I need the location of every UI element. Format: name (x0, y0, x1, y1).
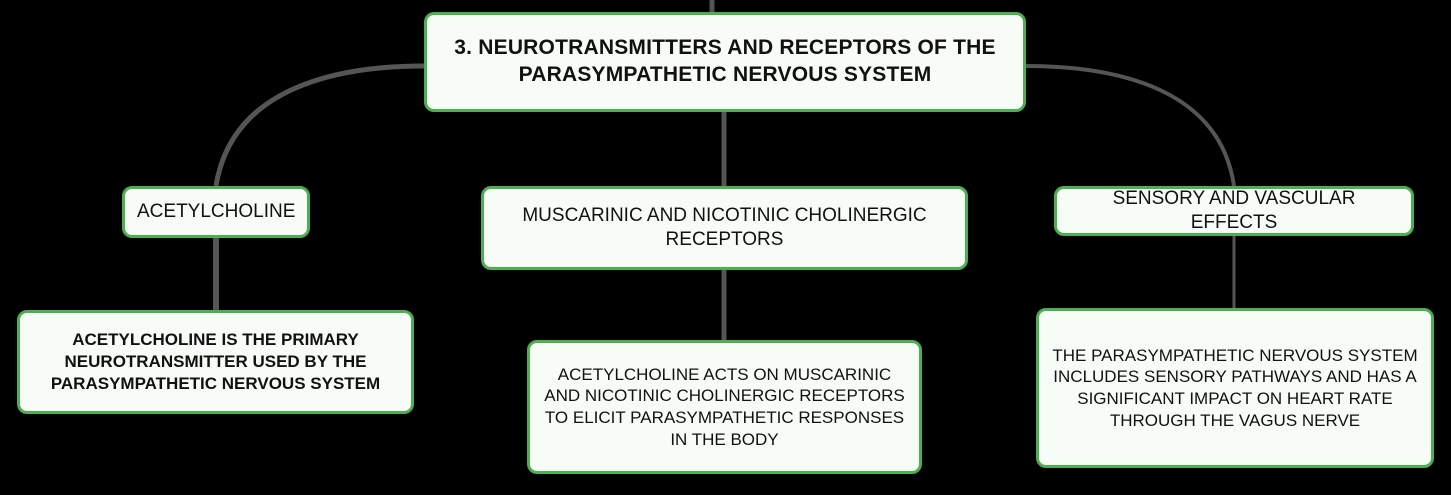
node-detail-receptors-text: ACETYLCHOLINE ACTS ON MUSCARINIC AND NICOTINIC CHOLINERGIC RECEPTORS TO ELICIT PARASYMPATHETIC RESPONSES IN THE BODY (544, 364, 905, 449)
node-detail-sensory-vascular[interactable] (1036, 308, 1434, 468)
node-branch-sensory-vascular-label: SENSORY AND VASCULAR EFFECTS (1112, 187, 1356, 233)
node-branch-receptors-label: MUSCARINIC AND NICOTINIC CHOLINERGIC RECEPTORS (522, 204, 927, 250)
node-detail-acetylcholine[interactable] (17, 310, 414, 414)
node-title-label: 3. NEUROTRANSMITTERS AND RECEPTORS OF THE PARASYMPATHETIC NERVOUS SYSTEM (454, 36, 996, 86)
node-branch-acetylcholine[interactable] (122, 186, 310, 238)
node-branch-acetylcholine-label: ACETYLCHOLINE (137, 200, 296, 222)
node-branch-sensory-vascular[interactable] (1054, 186, 1414, 236)
node-detail-receptors[interactable] (527, 340, 922, 474)
node-title[interactable] (424, 12, 1026, 112)
node-branch-receptors[interactable] (481, 186, 968, 270)
node-detail-sensory-vascular-text: THE PARASYMPATHETIC NERVOUS SYSTEM INCLUDES SENSORY PATHWAYS AND HAS A SIGNIFICANT IMPACT ON HEART RATE THROUGH THE VAGUS NERVE (1052, 345, 1418, 430)
node-detail-acetylcholine-text: ACETYLCHOLINE IS THE PRIMARY NEUROTRANSMITTER USED BY THE PARASYMPATHETIC NERVOUS SYSTEM (50, 330, 381, 393)
